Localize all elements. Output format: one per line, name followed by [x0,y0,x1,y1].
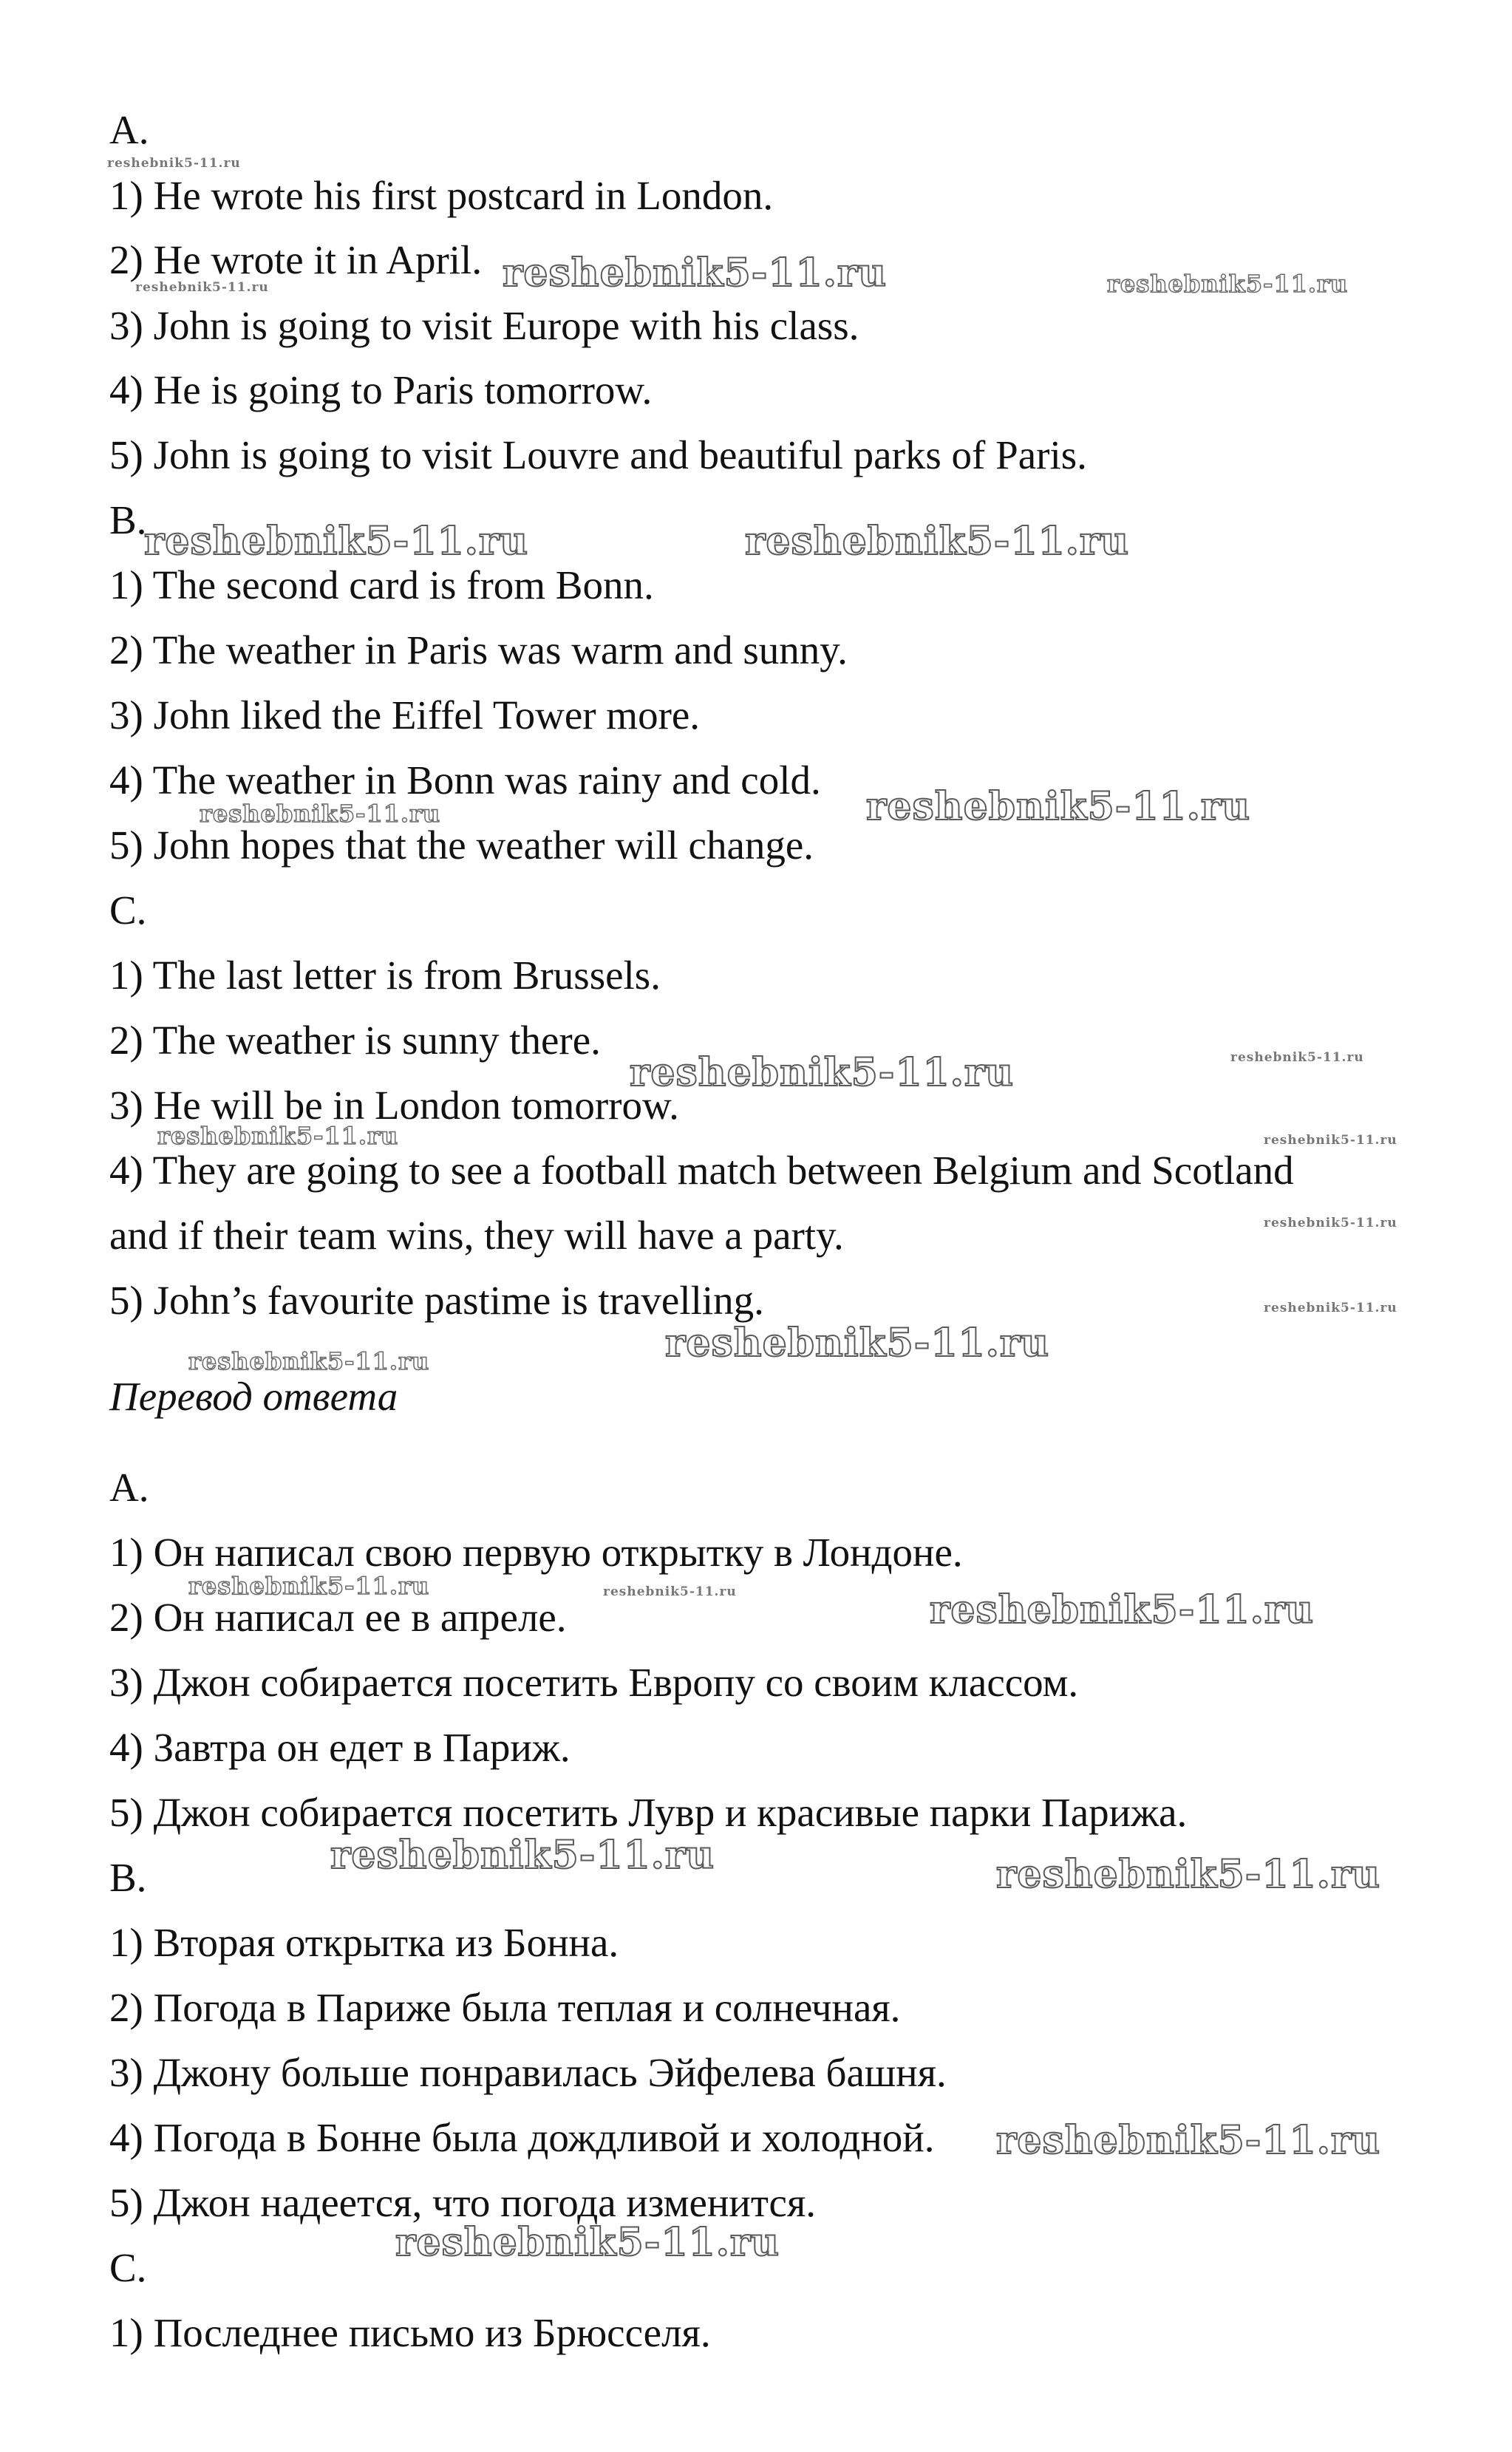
translation-a-1: 1) Он написал свою первую открытку в Лондоне. [109,1530,963,1575]
watermark: reshebnik5-11.ru [665,1321,1050,1366]
watermark: reshebnik5-11.ru [188,1572,430,1600]
watermark: reshebnik5-11.ru [200,800,441,828]
answer-a-4: 4) He is going to Paris tomorrow. [109,367,653,412]
watermark: reshebnik5-11.ru [107,156,241,171]
answer-b-4: 4) The weather in Bonn was rainy and cold. [109,757,821,803]
translation-c-header: C. [109,2245,147,2290]
watermark: reshebnik5-11.ru [157,1122,399,1150]
watermark: reshebnik5-11.ru [996,2118,1381,2163]
watermark: reshebnik5-11.ru [503,251,888,296]
section-a-header: A. [109,107,149,152]
translation-a-3: 3) Джон собирается посетить Европу со своим классом. [109,1660,1079,1705]
answer-a-3: 3) John is going to visit Europe with his class. [109,303,859,348]
answer-c-1: 1) The last letter is from Brussels. [109,953,661,998]
translation-a-4: 4) Завтра он едет в Париж. [109,1725,571,1770]
translation-b-1: 1) Вторая открытка из Бонна. [109,1920,619,1965]
watermark: reshebnik5-11.ru [930,1587,1315,1632]
translation-c-1: 1) Последнее письмо из Брюсселя. [109,2310,711,2355]
translation-a-5: 5) Джон собирается посетить Лувр и красивые парки Парижа. [109,1790,1188,1835]
watermark: reshebnik5-11.ru [135,280,269,295]
watermark: reshebnik5-11.ru [1107,270,1349,298]
answer-c-3: 3) He will be in London tomorrow. [109,1083,679,1128]
answer-b-3: 3) John liked the Eiffel Tower more. [109,692,701,738]
answer-c-2: 2) The weather is sunny there. [109,1018,601,1063]
watermark: reshebnik5-11.ru [1264,1301,1397,1315]
section-b-header: B. [109,497,147,542]
answer-a-1: 1) He wrote his first postcard in London. [109,173,774,218]
translation-title: Перевод ответа [109,1374,398,1419]
watermark: reshebnik5-11.ru [745,519,1130,564]
answer-b-1: 1) The second card is from Bonn. [109,562,654,607]
translation-a-2: 2) Он написал ее в апреле. [109,1595,567,1640]
answer-c-4: 4) They are going to see a football match between Belgium and Scotland [109,1148,1294,1193]
answer-a-5: 5) John is going to visit Louvre and beautiful parks of Paris. [109,432,1087,477]
watermark: reshebnik5-11.ru [1264,1133,1397,1148]
watermark: reshebnik5-11.ru [144,519,529,564]
translation-b-2: 2) Погода в Париже была теплая и солнечная. [109,1985,901,2030]
watermark: reshebnik5-11.ru [1230,1050,1364,1065]
answer-c-4-cont: and if their team wins, they will have a party. [109,1213,844,1258]
translation-b-3: 3) Джону больше понравилась Эйфелева башня. [109,2050,947,2095]
watermark: reshebnik5-11.ru [330,1833,715,1878]
translation-b-header: B. [109,1855,147,1900]
watermark: reshebnik5-11.ru [1264,1216,1397,1230]
section-c-header: C. [109,888,147,933]
watermark: reshebnik5-11.ru [603,1584,737,1599]
watermark: reshebnik5-11.ru [996,1852,1381,1897]
watermark: reshebnik5-11.ru [630,1050,1015,1095]
translation-b-5: 5) Джон надеется, что погода изменится. [109,2180,817,2225]
answer-b-2: 2) The weather in Paris was warm and sunny. [109,627,848,672]
answer-a-2: 2) He wrote it in April. [109,237,483,282]
watermark: reshebnik5-11.ru [866,784,1251,829]
answer-c-5: 5) John’s favourite pastime is travelling. [109,1278,764,1323]
answer-b-5: 5) John hopes that the weather will change. [109,823,814,868]
translation-b-4: 4) Погода в Бонне была дождливой и холодной. [109,2115,935,2160]
watermark: reshebnik5-11.ru [395,2220,780,2265]
watermark: reshebnik5-11.ru [188,1347,430,1375]
translation-a-header: A. [109,1465,149,1510]
